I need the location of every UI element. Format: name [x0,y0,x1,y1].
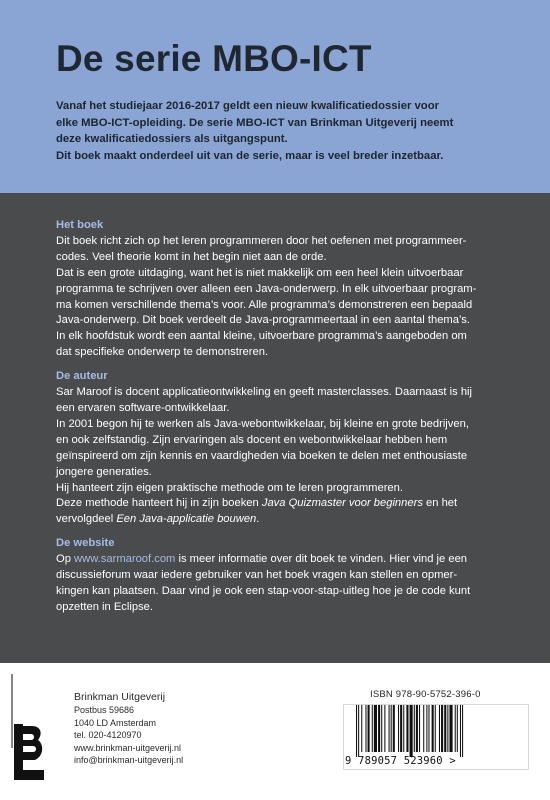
intro-text [56,98,536,164]
body-line: programma te schrijven over alleen een Java-onderwerp. In elk uitvoerbaar program- [56,282,477,295]
barcode-image [356,705,506,757]
body-line [56,552,524,568]
intro-line: Vanaf het studiejaar 2016-2017 geldt een nieuw kwalificatiedossier voor [56,100,439,112]
body-line: en ook zelfstandig. Zijn ervaringen als docent en webontwikkelaar hebben hem [56,433,448,446]
barcode-bar [444,705,446,752]
barcode-bar [398,705,399,752]
barcode-bar [393,705,395,752]
publisher-address-line: Postbus 59686 [74,705,135,715]
intro-line: elke MBO-ICT-opleiding. De serie MBO-ICT van Brinkman Uitgeverij neemt [56,116,454,129]
spine-mark [11,674,13,748]
barcode-bar [356,705,357,757]
barcode-bar [460,705,461,757]
intro-line: Dit boek maakt onderdeel uit van de serie, maar is veel breder inzetbaar. [56,149,444,162]
text-span: . [256,513,260,526]
section-heading-auteur: De auteur [56,370,108,383]
intro-line: deze kwalificatiedossiers als uitgangspunt. [56,133,288,145]
barcode-bar [462,705,463,757]
body-line: ma komen verschillende thema’s voor. Alle programma’s demonstreren een bepaald [56,298,473,311]
website-link[interactable]: www.sarmaroof.com [74,553,176,566]
section-boek [56,218,524,361]
barcode-bar [416,705,418,752]
text-span: Op [56,553,75,566]
book-title-applicatie: Een Java-applicatie bouwen [116,513,257,526]
body-line: discussieforum waar iedere gebruiker van het boek vragen kan stellen en opmer- [56,569,458,582]
body-line: dat specifieke onderwerp te demonstreren. [56,346,269,359]
barcode-bar [372,705,373,752]
barcode-bar [449,705,452,752]
barcode-bar [381,705,382,752]
barcode-bar [368,705,370,752]
text-span: is meer informatie over dit boek te vinden. Hier vind je een [175,553,468,566]
barcode-bar [406,705,408,752]
publisher-phone: tel. 020-4120970 [74,730,142,741]
body-line: Dat is een grote uitdaging, want het is niet makkelijk om een heel klein uitvoerbaar [56,266,464,279]
barcode-bar [423,705,424,752]
book-title-quizmaster: Java Quizmaster voor beginners [261,497,423,510]
barcode-bar [374,705,377,752]
barcode-bar [361,705,362,752]
body-line: jongere generaties. [56,465,152,478]
body-line: In 2001 begon hij te werken als Java-webontwikkelaar, bij kleine en grote bedrijven, [56,417,469,430]
barcode-bar [432,705,434,752]
barcode-bar [389,705,390,752]
top-band [0,0,550,193]
publisher-info [74,690,183,767]
barcode-bar [378,705,380,752]
series-title: De serie MBO-ICT [56,38,372,79]
body-line: Sar Maroof is docent applicatieontwikkeling en geeft masterclasses. Daarnaast is hij [56,386,473,399]
barcode-bar [384,705,385,752]
body-line: opzetten in Eclipse. [56,600,154,613]
barcode-bar [435,705,436,752]
publisher-website: www.brinkman-uitgeverij.nl [74,742,182,753]
text-span: Deze methode hanteert hij in zijn boeken [56,497,262,510]
barcode-number: 9 789057 523960 > [345,755,456,767]
barcode-bar [419,705,420,752]
barcode-bar [428,705,429,752]
section-website [56,536,524,616]
isbn-label: ISBN 978-90-5752-396-0 [370,689,481,700]
barcode-bar [403,705,404,752]
barcode-bar [441,705,443,752]
body-line: kingen kan plaatsen. Daar vind je ook een stap-voor-stap-uitleg hoe je de code kunt [56,584,471,597]
text-span: en het [422,497,458,510]
body-line: Hij hanteert zijn eigen praktische methode om te leren programmeren. [56,481,403,494]
section-heading-website: De website [56,537,115,550]
publisher-name: Brinkman Uitgeverij [74,691,166,703]
body-line: Dit boek richt zich op het leren programmeren door het oefenen met programmeer- [56,234,467,247]
section-auteur [56,369,524,528]
barcode-bar [455,705,456,752]
text-span: vervolgdeel [56,513,117,526]
barcode-bar [414,705,415,752]
body-line [56,512,524,528]
body-line: In elk hoofdstuk wordt een aantal kleine, uitvoerbare programma’s aangeboden om [56,330,467,343]
barcode-bar [358,705,359,757]
body-line: codes. Veel theorie komt in het begin niet aan de orde. [56,250,327,263]
publisher-email: info@brinkman-uitgeverij.nl [74,755,184,766]
barcode-bar [391,705,392,752]
section-heading-boek: Het boek [56,219,104,231]
body-line [56,496,524,512]
body-line: een ervaren software-ontwikkelaar. [56,401,230,414]
main-content [56,218,524,624]
barcode-bar [426,705,427,752]
barcode-bar [365,705,366,752]
brinkman-logo-icon [14,724,44,780]
barcode-bar [447,705,448,752]
barcode-bar [410,705,413,757]
body-line: geïnspireerd om zijn kennis en vaardigheden via boeken te delen met enthousiaste [56,449,468,462]
barcode-bar [457,705,458,752]
barcode-bar [400,705,402,752]
publisher-address-line: 1040 LD Amsterdam [74,717,157,728]
barcode-bar [439,705,440,752]
body-line: Java-onderwerp. Dit boek verdeelt de Java-programmeertaal in een aantal thema’s. [56,314,470,327]
